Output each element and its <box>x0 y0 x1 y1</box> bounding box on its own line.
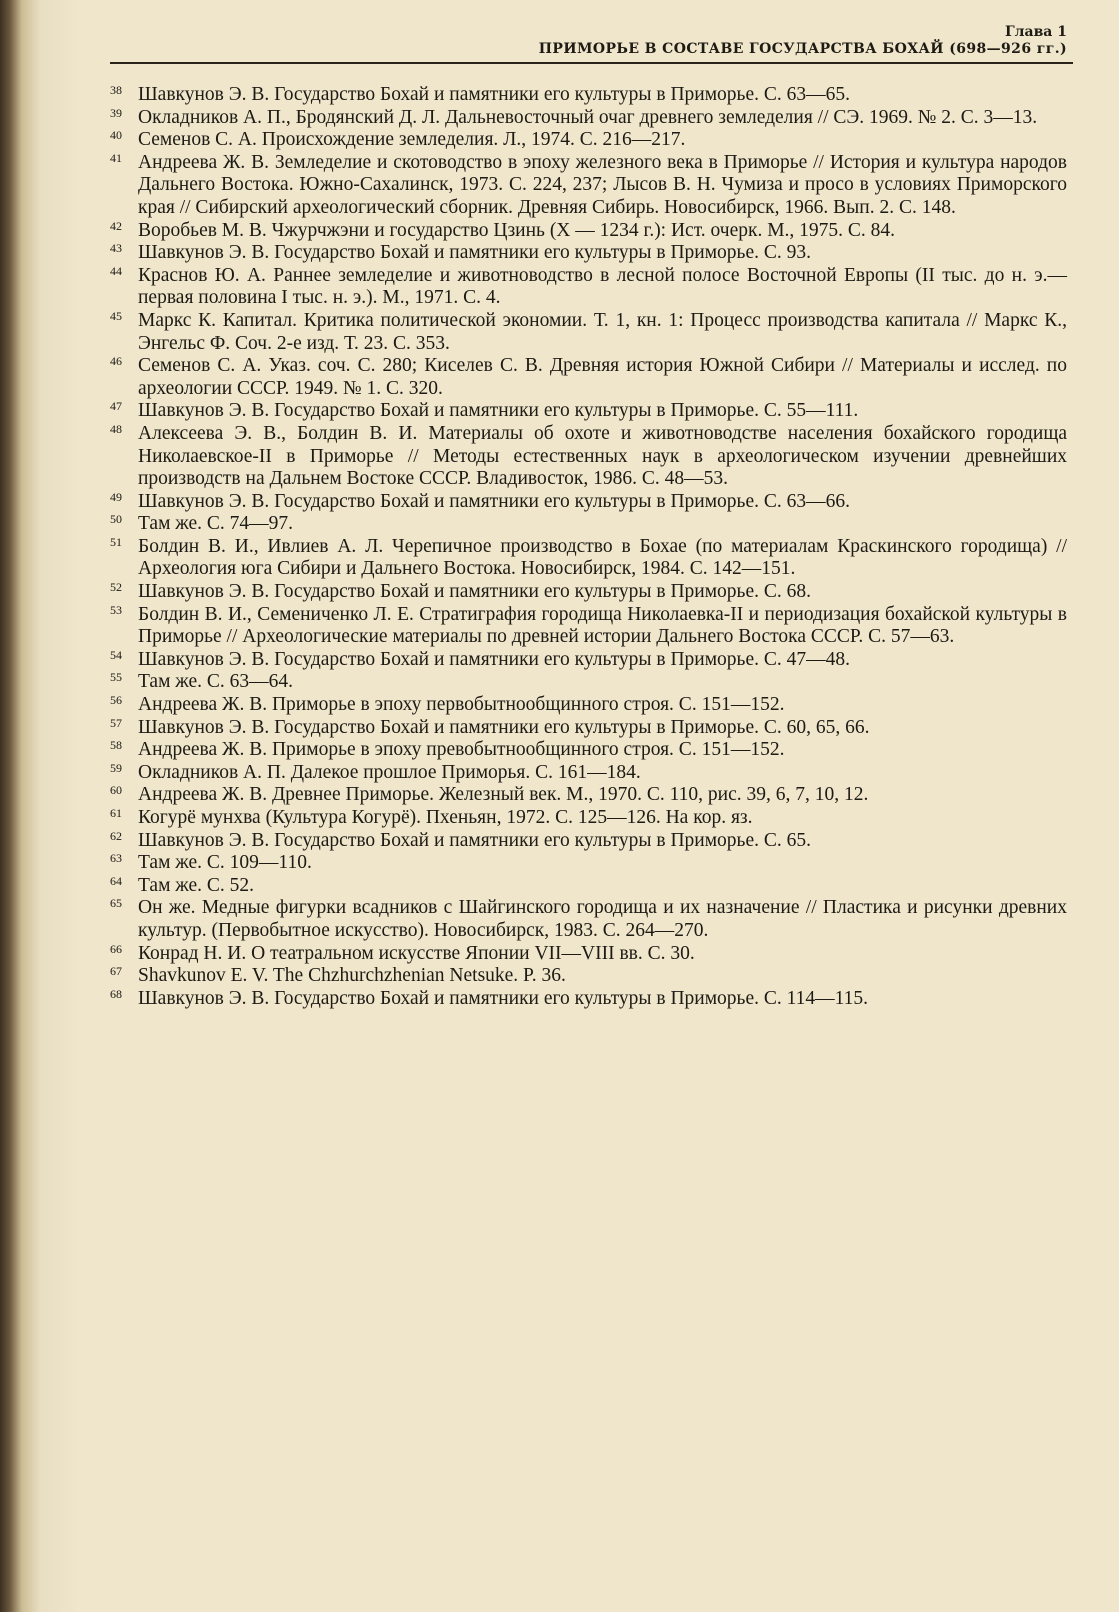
footnote <box>110 649 1067 672</box>
footnote <box>110 423 1067 491</box>
footnote-text: Конрад Н. И. О театральном искусстве Японии VII—VIII вв. С. 30. <box>138 942 695 964</box>
footnote <box>110 943 1067 966</box>
footnote-text: Андреева Ж. В. Древнее Приморье. Железный век. М., 1970. С. 110, рис. 39, 6, 7, 10, 12. <box>138 784 869 806</box>
footnote-text: Семенов С. А. Указ. соч. С. 280; Киселев С. В. Древняя история Южной Сибири // Материалы и исслед. по археологии СССР. 1949. № 1. С. 320. <box>138 355 1067 399</box>
footnote-number: 45 <box>110 308 122 323</box>
page-header <box>110 24 1067 58</box>
footnote <box>110 762 1067 785</box>
footnote-number: 59 <box>110 760 122 775</box>
footnote <box>110 852 1067 875</box>
footnote-text: Шавкунов Э. В. Государство Бохай и памятники его культуры в Приморье. С. 47—48. <box>138 648 850 670</box>
footnote-number: 60 <box>110 783 122 798</box>
footnote-number: 44 <box>110 263 122 278</box>
chapter-label: Глава 1 <box>1004 24 1067 40</box>
footnote <box>110 671 1067 694</box>
footnote <box>110 784 1067 807</box>
footnote-text: Шавкунов Э. В. Государство Бохай и памятники его культуры в Приморье. С. 63—66. <box>138 490 850 512</box>
footnote-number: 48 <box>110 421 122 436</box>
footnotes-list <box>110 84 1067 1010</box>
footnote-number: 55 <box>110 670 122 685</box>
footnote <box>110 491 1067 514</box>
footnote-text: Там же. С. 63—64. <box>138 671 294 693</box>
footnote-text: Окладников А. П., Бродянский Д. Л. Дальневосточный очаг древнего земледелия // СЭ. 1969. № 2. С. 3—13. <box>138 106 1038 128</box>
footnote-number: 39 <box>110 105 122 120</box>
footnote-text: Шавкунов Э. В. Государство Бохай и памятники его культуры в Приморье. С. 65. <box>138 829 811 851</box>
footnote-text: Семенов С. А. Происхождение земледелия. Л., 1974. С. 216—217. <box>138 129 686 151</box>
footnote <box>110 694 1067 717</box>
footnote <box>110 875 1067 898</box>
footnote-text: Андреева Ж. В. Приморье в эпоху первобытнообщинного строя. С. 151—152. <box>138 694 785 716</box>
footnote-number: 50 <box>110 512 122 527</box>
footnote-number: 42 <box>110 218 122 233</box>
footnote-text: Там же. С. 109—110. <box>138 852 312 874</box>
footnote-number: 56 <box>110 693 122 708</box>
footnote <box>110 84 1067 107</box>
header-rule <box>110 62 1073 64</box>
footnote-text: Андреева Ж. В. Приморье в эпоху превобытнообщинного строя. С. 151—152. <box>138 739 785 761</box>
footnote <box>110 220 1067 243</box>
footnote-number: 41 <box>110 150 122 165</box>
footnote <box>110 152 1067 220</box>
footnote <box>110 242 1067 265</box>
footnote <box>110 355 1067 400</box>
footnote-number: 47 <box>110 399 122 414</box>
footnote <box>110 107 1067 130</box>
footnote-text: Алексеева Э. В., Болдин В. И. Материалы об охоте и животноводстве населения бохайского городища Николаевское-II в Приморье // Методы естественных наук в археологическом изучении древнейших производств на Дальнем Востоке СССР. Владивосток, 1986. С. 48—53. <box>138 422 1067 490</box>
footnote-text: Окладников А. П. Далекое прошлое Приморья. С. 161—184. <box>138 761 641 783</box>
footnote-number: 63 <box>110 851 122 866</box>
footnote-text: Шавкунов Э. В. Государство Бохай и памятники его культуры в Приморье. С. 68. <box>138 581 811 603</box>
footnote-number: 66 <box>110 941 122 956</box>
footnote-text: Шавкунов Э. В. Государство Бохай и памятники его культуры в Приморье. С. 60, 65, 66. <box>138 716 870 738</box>
footnote <box>110 310 1067 355</box>
footnote-text: Болдин В. И., Семениченко Л. Е. Стратиграфия городища Николаевка-II и периодизация бохайской культуры в Приморье // Археологические материалы по древней истории Дальнего Востока СССР. С. 57—63. <box>138 603 1067 648</box>
footnote <box>110 513 1067 536</box>
footnote-number: 61 <box>110 806 122 820</box>
footnote-number: 62 <box>110 828 122 843</box>
footnote-text: Шавкунов Э. В. Государство Бохай и памятники его культуры в Приморье. С. 63—65. <box>138 84 850 105</box>
footnote <box>110 581 1067 604</box>
footnote-number: 65 <box>110 896 122 911</box>
running-title: ПРИМОРЬЕ В СОСТАВЕ ГОСУДАРСТВА БОХАЙ (698—926 гг.) <box>538 41 1067 57</box>
footnote-number: 57 <box>110 715 122 730</box>
footnote-text: Там же. С. 52. <box>138 874 255 896</box>
footnote-text: Воробьев М. В. Чжурчжэни и государство Цзинь (X — 1234 г.): Ист. очерк. М., 1975. С. 84. <box>138 219 896 241</box>
footnote-text: Когурё мунхва (Культура Когурё). Пхеньян, 1972. С. 125—126. На кор. яз. <box>138 807 753 828</box>
footnote-number: 43 <box>110 241 122 256</box>
footnote-number: 38 <box>110 83 122 97</box>
footnote-text: Он же. Медные фигурки всадников с Шайгинского городища и их назначение // Пластика и рисунки древних культур. (Первобытное искусство). Новосибирск, 1983. С. 264—270. <box>138 897 1067 941</box>
footnote-number: 51 <box>110 534 122 549</box>
footnote <box>110 400 1067 423</box>
footnote-text: Маркс К. Капитал. Критика политической экономии. Т. 1, кн. 1: Процесс производства капитала // Маркс К., Энгельс Ф. Соч. 2-е изд. Т. 23. С. 353. <box>138 309 1067 354</box>
footnote-number: 52 <box>110 580 122 595</box>
footnote-number: 54 <box>110 647 122 662</box>
footnote-number: 53 <box>110 602 122 617</box>
footnote <box>110 536 1067 581</box>
footnote-number: 58 <box>110 738 122 753</box>
footnote-number: 46 <box>110 354 122 369</box>
footnote-number: 67 <box>110 964 122 979</box>
footnote <box>110 830 1067 853</box>
footnote <box>110 807 1067 830</box>
footnote <box>110 965 1067 988</box>
footnote <box>110 604 1067 649</box>
footnote <box>110 988 1067 1011</box>
footnote <box>110 897 1067 942</box>
footnote-number: 68 <box>110 986 122 1001</box>
footnote-text: Шавкунов Э. В. Государство Бохай и памятники его культуры в Приморье. С. 55—111. <box>138 400 859 422</box>
footnote-text: Краснов Ю. А. Раннее земледелие и животноводство в лесной полосе Восточной Европы (II тыс. до н. э.— первая половина I тыс. н. э.). М., 1971. С. 4. <box>138 264 1067 309</box>
footnote <box>110 739 1067 762</box>
footnote <box>110 129 1067 152</box>
footnote-number: 64 <box>110 873 122 888</box>
footnote-number: 40 <box>110 128 122 143</box>
footnote-text: Шавкунов Э. В. Государство Бохай и памятники его культуры в Приморье. С. 114—115. <box>138 987 869 1009</box>
footnote <box>110 265 1067 310</box>
footnote-text: Там же. С. 74—97. <box>138 513 294 535</box>
footnote-text: Андреева Ж. В. Земледелие и скотоводство в эпоху железного века в Приморье // История и культура народов Дальнего Востока. Южно-Сахалинск, 1973. С. 224, 237; Лысов В. Н. Чумиза и просо в условиях Приморского края // Сибирский археологический сборник. Древняя Сибирь. Новосибирск, 1966. Вып. 2. С. 148. <box>138 151 1067 218</box>
footnote-text: Шавкунов Э. В. Государство Бохай и памятники его культуры в Приморье. С. 93. <box>138 242 811 264</box>
footnote-number: 49 <box>110 489 122 504</box>
footnote-text: Болдин В. И., Ивлиев А. Л. Черепичное производство в Бохае (по материалам Краскинского городища) // Археология юга Сибири и Дальнего Востока. Новосибирск, 1984. С. 142—151. <box>138 535 1067 580</box>
footnote <box>110 717 1067 740</box>
footnote-text: Shavkunov E. V. The Chzhurchzhenian Netsuke. P. 36. <box>138 965 566 987</box>
